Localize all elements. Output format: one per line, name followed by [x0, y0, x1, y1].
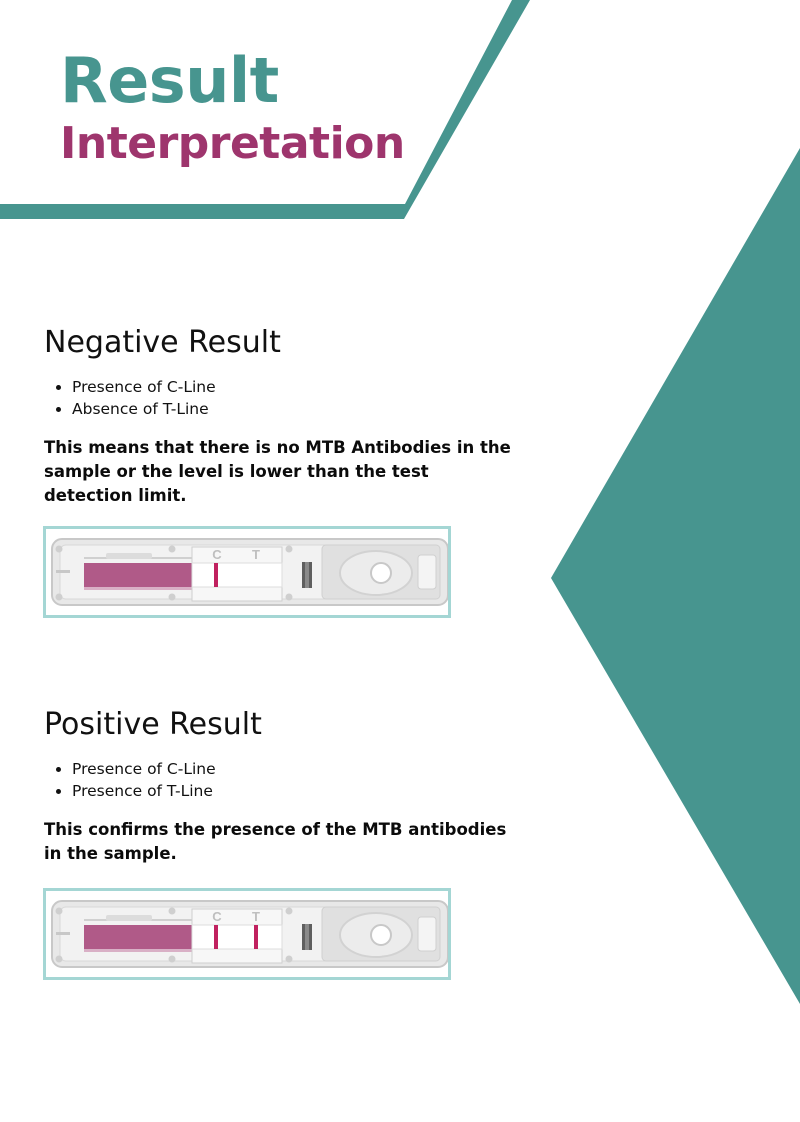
positive-result-list: [44, 758, 514, 802]
test-label: T: [252, 547, 260, 562]
negative-result-heading: Negative Result: [44, 325, 281, 360]
test-cassette-negative: [46, 529, 448, 615]
positive-result-section: [44, 706, 514, 866]
negative-test-strip-image: [43, 526, 451, 618]
list-item: • Presence of C-Line: [72, 758, 514, 780]
list-item: • Presence of C-Line: [72, 376, 514, 398]
control-label: C: [212, 547, 222, 562]
list-item: • Presence of T-Line: [72, 780, 514, 802]
negative-result-section: [44, 324, 514, 508]
control-line: [214, 925, 218, 949]
control-line: [214, 563, 218, 587]
test-cassette-positive: [46, 891, 448, 977]
positive-result-description: This confirms the presence of the MTB antibodies in the sample.: [44, 819, 507, 863]
right-teal-arrow: [551, 148, 800, 1004]
negative-result-list: [44, 376, 514, 420]
positive-test-strip-image: [43, 888, 451, 980]
negative-result-description: This means that there is no MTB Antibodies in the sample or the level is lower than the test detection limit.: [44, 437, 511, 505]
page-title-interpretation: Interpretation: [60, 118, 405, 169]
test-label: T: [252, 909, 260, 924]
test-line: [254, 925, 258, 949]
control-label: C: [212, 909, 222, 924]
positive-result-heading: Positive Result: [44, 707, 262, 742]
page-title-result: Result: [60, 44, 279, 117]
list-item: • Absence of T-Line: [72, 398, 514, 420]
